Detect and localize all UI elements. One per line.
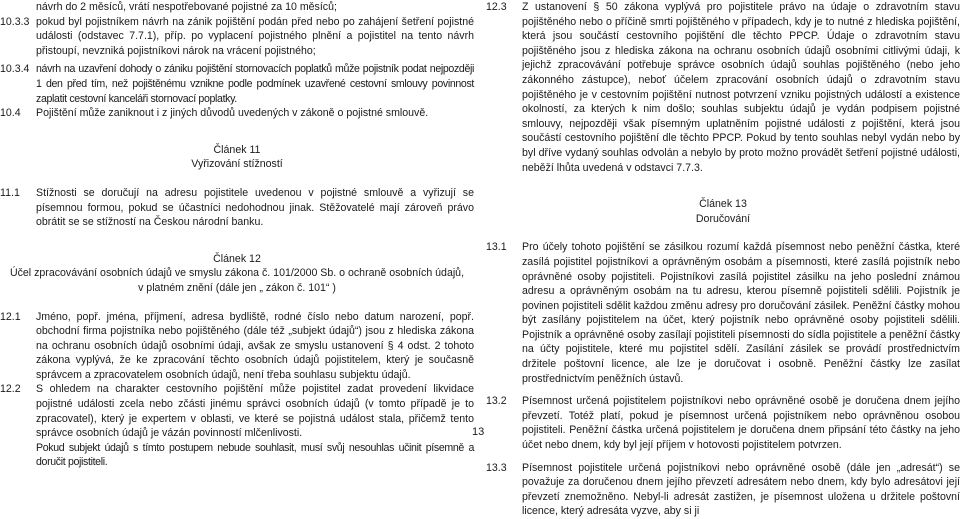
paragraph-continuation: návrh do 2 měsíců, vrátí nespotřebované pojistné za 10 měsíců; [36,1,337,13]
article-11-title: Vyřizování stížností [191,158,283,171]
item-text: Jméno, popř. jména, příjmení, adresa bydliště, rodné číslo nebo datum narození, popř. obchodní firma pojistníka nebo pojištěného (dále též „subjekt údajů“) jsou z hlediska zákona na ochranu osobních údajů osobními údaji, avšak ze smyslu ustanovení § 4 odst. 2 tohoto zákona vyplývá, že ke zpracování těchto osobních údajů pojistitelem, který je současně správcem a zpracovatelem osobních údajů, není třeba souhlasu subjektu údajů. [36,310,474,381]
item-text: návrh na uzavření dohody o zániku pojištění stornovacích poplatků může pojistník podat nejpozději 1 den před tím, než pojištěnému vznikne podle podmínek uzavřené cestovní smlouvy povinnost zaplatit cestovní kanceláři stornovací poplatky. [36,63,474,105]
item-number: 11.1 [0,186,20,199]
item-number: 13.1 [486,241,507,254]
item-text: Z ustanovení § 50 zákona vyplývá pro pojistitele právo na údaje o zdravotním stavu pojištěného nebo o příčině smrti pojištěného v případech, kdy je to nutné z hlediska pojištění, která jsou součástí cestovního pojištění dle těchto PPCP. Údaje o zdravotním stavu pojištěného jsou z hlediska zákona na ochranu osobních údajů osobními citlivými údaji, k jejichž zpracovávání potřebuje správce osobních údajů souhlas pojištěného (nebo jeho zákonného zástupce), neboť účelem zpracování osobních údajů o zdravotním stavu pojištěného je v cestovním pojištění nutnost potvrzení vzniku pojistných událostí a existence okolností, za kterých k nim došlo; souhlas subjektu údajů je vydán podpisem pojistné smlouvy, nejpozději však písemným uplatněním pojistné události z pojištění, která jsou součástí cestovního pojištění dle těchto PPCP. Pokud by tento souhlas nebyl vydán nebo by byl dříve vydaný souhlas odvolán a nebylo by proto možno provádět šetření pojistné události, neběží lhůta uvedená v odstavci 7.7.3. [522,1,960,174]
article-12-number: Článek 12 [213,252,261,265]
item-13-1 [486,240,960,386]
item-12-2-continuation [0,441,474,470]
item-text: Písemnost pojistitele určená pojistníkovi nebo oprávněné osobě (dále jen „adresát“) se považuje za doručenou dnem jejího převzetí adresátem nebo dnem, kdy bylo adresátovi její převzetí znemožněno. Nebyl-li adresát zastižen, je písemnost uložena u držitele poštovní licence, který adresáta vyzve, aby si ji [522,461,960,518]
item-number: 12.1 [0,310,21,323]
page-number: 13 [472,426,485,438]
item-number: 13.2 [486,395,507,408]
item-12-1 [0,310,474,383]
item-text: S ohledem na charakter cestovního pojištění může pojistitel zadat provedení likvidace pojistné události zcela nebo zčásti jinému správci osobních údajů (v tomto případě je to zpracovatel), který je expertem v oblasti, ve které se pojistná událost stala, přičemž tento správce osobních údajů je vázán povinností mlčenlivosti. [36,383,474,440]
item-number: 12.2 [0,383,21,396]
article-13-number: Článek 13 [699,198,747,211]
item-13-3 [486,461,960,519]
item-12-3 [486,0,960,175]
item-number: 13.3 [486,461,507,474]
item-10-3-4 [0,62,474,106]
item-11-1 [0,186,474,230]
item-number: 12.3 [486,1,507,13]
article-13-title: Doručování [695,212,751,225]
item-12-2 [0,382,474,440]
item-number: 10.3.3 [0,15,30,28]
item-number: 10.4 [0,107,21,120]
item-10-4 [0,106,474,121]
article-12-subtitle: v platném znění (dále jen „ zákon č. 101“ ) [138,281,336,294]
item-text: Pokud subjekt údajů s tímto postupem nebude souhlasit, musí svůj nesouhlas učinit písemně a doručit pojistiteli. [36,441,474,469]
item-text: Písemnost určená pojistitelem pojistníkovi nebo oprávněné osobě je doručena dnem jejího převzetí. Totéž platí, pokud je písemnost určená pojistníkem nebo oprávněnou osobou pojistiteli. Peněžní částka určená pojistitelem je doručena dnem připsání této částky na jeho účet nebo dnem, kdy byl její příjem v hotovosti pojistitelem potvrzen. [522,395,960,452]
item-text: Stížnosti se doručují na adresu pojistitele uvedenou v pojistné smlouvě a vyřizují se písemnou formou, pokud se účastníci nedohodnou jinak. Stěžovatelé mají zároveň právo obrátit se se stížností na Českou národní banku. [36,186,474,229]
article-11-number: Článek 11 [213,143,261,156]
left-column [0,0,474,470]
item-10-3-3 [0,15,474,59]
item-text: pokud byl pojistníkem návrh na zánik pojištění podán před nebo po zahájení šetření pojistné události (odstavec 7.7.1), příp. po vyplacení pojistného plnění a pojistitel na tento návrh přistoupí, nevzniká pojistníkovi nárok na vrácení pojistného; [36,15,474,57]
right-column [486,0,960,519]
item-text: Pojištění může zaniknout i z jiných důvodů uvedených v zákoně o pojistné smlouvě. [36,107,429,120]
article-12-title: Účel zpracovávání osobních údajů ve smyslu zákona č. 101/2000 Sb. o ochraně osobních údajů, [9,267,465,280]
item-number: 10.3.4 [0,63,30,76]
item-text: Pro účely tohoto pojištění se zásilkou rozumí každá písemnost nebo peněžní částka, které zasílá pojistitel pojistníkovi a oprávněným osobám a písemnosti, které zasílá pojistník nebo oprávněné osoby pojistiteli. Pojistníkovi zasílá pojistitel zásilku na jeho poslední známou adresu a oprávněným osobám na tu adresu, kterou písemně pojistiteli sdělili. Pojistník je povinen pojistiteli sdělit každou změnu adresy pro doručování zásilek. Peněžní částky mohou být zasílány pojistitelem na účet, který pojistník nebo oprávněné osoby pojistiteli sdělili. Pojistník a oprávněné osoby zasílají pojistiteli písemnosti do sídla pojistitele a peněžní částky na účty pojistitele, které mu pojistitel sdělí. Zasílání zásilek se provádí prostřednictvím držitele poštovní licence, ale lze je doručovat i osobně. Peněžní částky lze zasílat prostřednictvím peněžních ústavů. [522,241,960,385]
